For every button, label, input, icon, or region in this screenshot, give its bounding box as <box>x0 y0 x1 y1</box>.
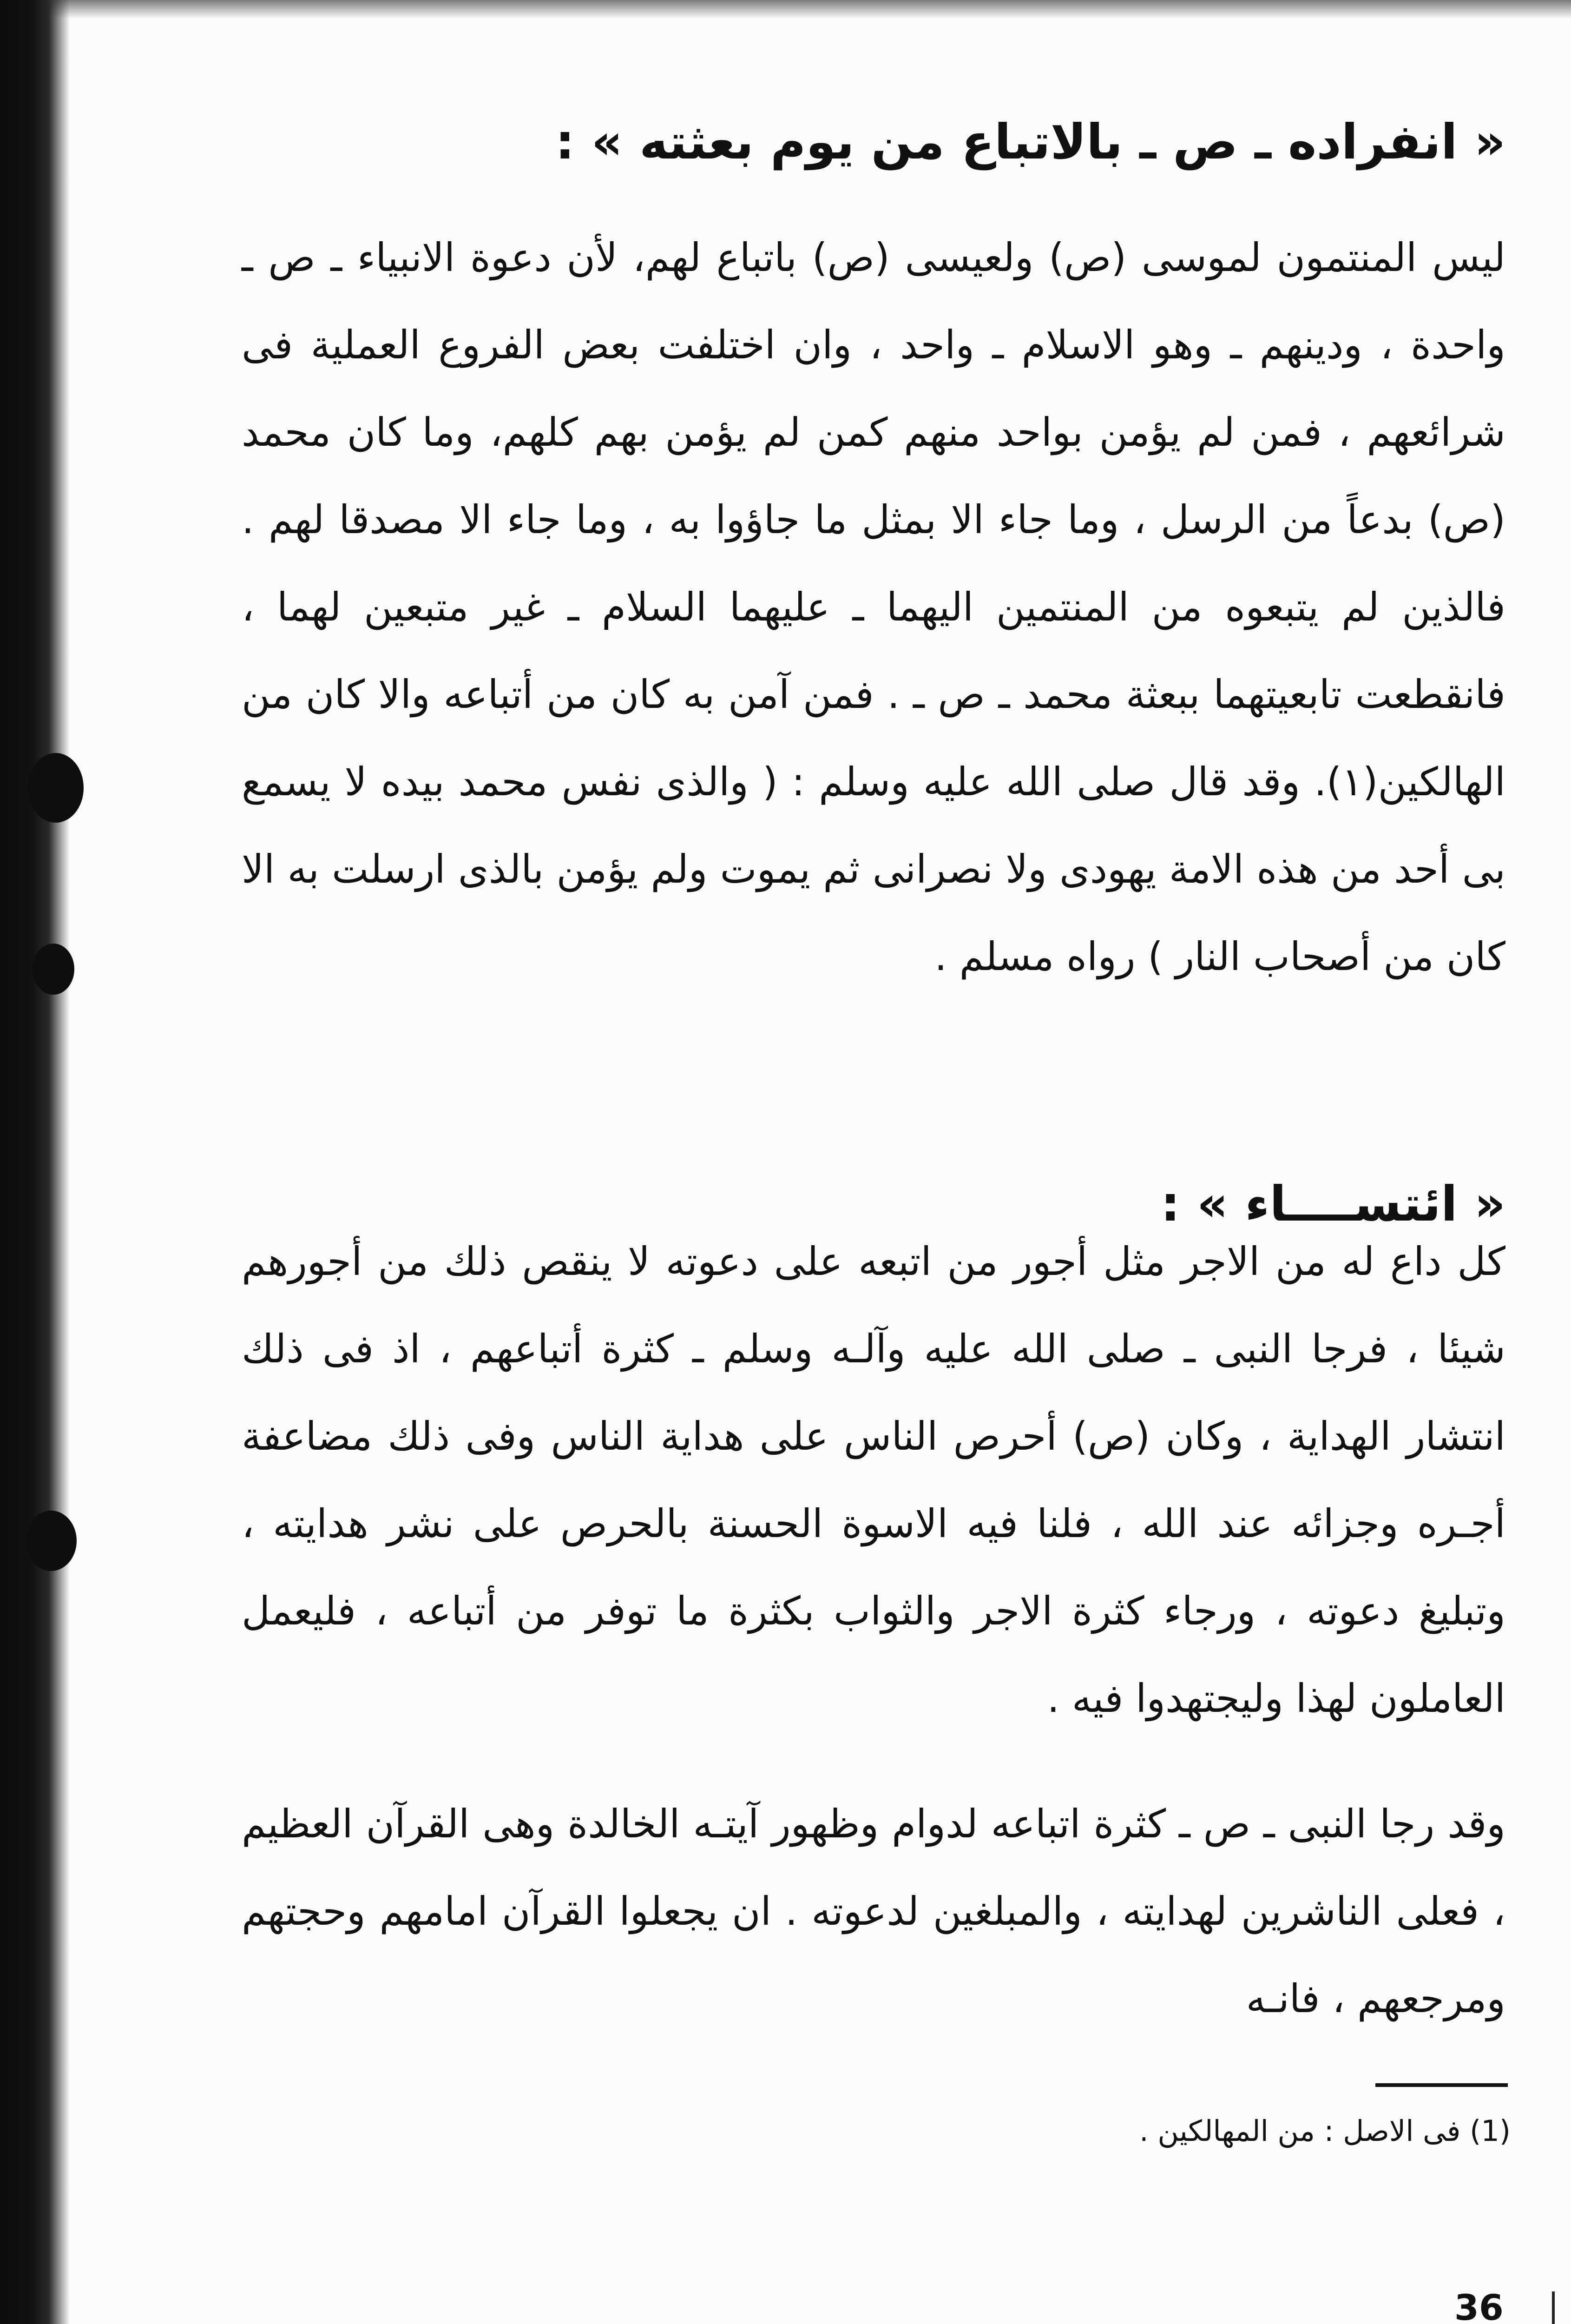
page-number: 36 <box>1454 2287 1504 2324</box>
section-2-body <box>242 1218 1505 1742</box>
binding-blot <box>26 1511 77 1571</box>
section-2-body-cont <box>242 1780 1505 2042</box>
section-1-body <box>242 214 1505 1000</box>
section-heading-2: « ائتســــاء » : <box>1161 1175 1505 1232</box>
binding-blot <box>33 944 74 995</box>
scan-top-shadow <box>0 0 1571 19</box>
footnote-separator <box>1375 2083 1508 2087</box>
binding-blot <box>28 753 84 823</box>
section-heading-1: « انفراده ـ ص ـ بالاتباع من يوم بعثته » : <box>555 113 1505 170</box>
section-1-paragraph: ليس المنتمون لموسى (ص) ولعيسى (ص) باتباع لهم، لأن دعوة الانبياء ـ ص ـ واحدة ، ودينهم ـ وهو الاسلام ـ واحد ، وان اختلفت بعض الفروع العملية فى شرائعهم ، فمن لم يؤمن بواحد منهم كمن لم يؤمن بهم كلهم، وما كان محمد (ص) بدعاً من الرسل ، وما جاء الا بمثل ما جاؤوا به ، وما جاء الا مصدقا لهم . فالذين لم يتبعوه من المنتمين اليهما ـ عليهما السلام ـ غير متبعين لهما ، فانقطعت تابعيتهما ببعثة محمد ـ ص ـ . فمن آمن به كان من أتباعه والا كان من الهالكين(١). وقد قال صلى الله عليه وسلم : ( والذى نفس محمد بيده لا يسمع بى أحد من هذه الامة يهودى ولا نصرانى ثم يموت ولم يؤمن بالذى ارسلت به الا كان من أصحاب النار ) رواه مسلم . <box>242 235 1505 979</box>
section-2-paragraph-2: وقد رجا النبى ـ ص ـ كثرة اتباعه لدوام وظهور آيتـه الخالدة وهى القرآن العظيم ، فعلى الناشرين لهدايته ، والمبلغين لدعوته . ان يجعلوا القرآن امامهم وحجتهم ومرجعهم ، فانـه <box>242 1801 1505 2021</box>
section-2-paragraph-1: كل داع له من الاجر مثل أجور من اتبعه على دعوته لا ينقص ذلك من أجورهم شيئا ، فرجا النبى ـ صلى الله عليه وآلـه وسلم ـ كثرة أتباعهم ، اذ فى ذلك انتشار الهداية ، وكان (ص) أحرص الناس على هداية الناس وفى ذلك مضاعفة أجـره وجزائه عند الله ، فلنا فيه الاسوة الحسنة بالحرص على نشر هدايته ، وتبليغ دعوته ، ورجاء كثرة الاجر والثواب بكثرة ما توفر من أتباعه ، فليعمل العاملون لهذا وليجتهدوا فيه . <box>242 1239 1505 1721</box>
book-binding-edge <box>0 0 70 2324</box>
margin-mark <box>1552 2291 1555 2324</box>
footnote: (1) فى الاصل : من المهالكين . <box>1139 2114 1511 2148</box>
